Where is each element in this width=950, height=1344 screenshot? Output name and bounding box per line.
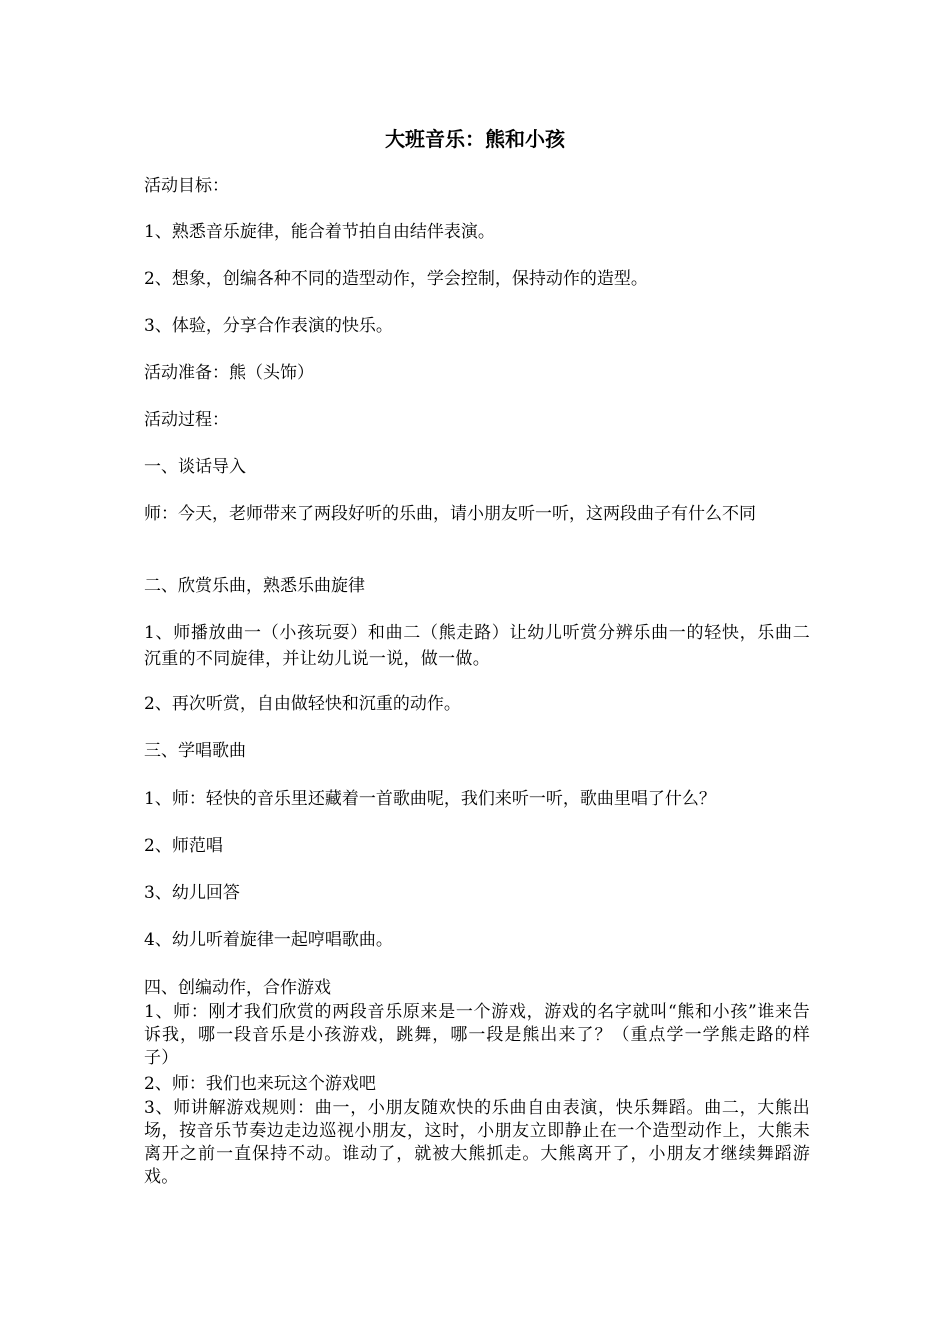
step-4-item-1: 1、师：刚才我们欣赏的两段音乐原来是一个游戏，游戏的名字就叫“熊和小孩”谁来告诉我，哪一段音乐是小孩游戏，跳舞，哪一段是熊出来了？（重点学一学熊走路的样子） [144,1002,810,1068]
goal-item-3: 3、体验，分享合作表演的快乐。 [144,316,393,336]
step-heading-1: 一、谈话导入 [144,457,246,477]
step-4-item-2: 2、师：我们也来玩这个游戏吧 [144,1074,376,1094]
step-4-item-3: 3、师讲解游戏规则：曲一，小朋友随欢快的乐曲自由表演，快乐舞蹈。曲二，大熊出场，按音乐节奏边走边巡视小朋友，这时，小朋友立即静止在一个造型动作上，大熊未离开之前一直保持不动。谁动了，就被大熊抓走。大熊离开了，小朋友才继续舞蹈游戏。 [144,1098,810,1187]
document-title: 大班音乐：熊和小孩 [385,127,565,151]
step-heading-2: 二、欣赏乐曲，熟悉乐曲旋律 [144,576,365,596]
goal-item-2: 2、想象，创编各种不同的造型动作，学会控制，保持动作的造型。 [144,269,648,289]
goal-item-1: 1、熟悉音乐旋律，能合着节拍自由结伴表演。 [144,222,495,242]
step-2-item-1: 1、师播放曲一（小孩玩耍）和曲二（熊走路）让幼儿听赏分辨乐曲一的轻快，乐曲二沉重的不同旋律，并让幼儿说一说，做一做。 [144,623,810,669]
step-3-item-3: 3、幼儿回答 [144,883,240,903]
step-3-item-4: 4、幼儿听着旋律一起哼唱歌曲。 [144,930,393,950]
step-3-item-1: 1、师：轻快的音乐里还藏着一首歌曲呢，我们来听一听，歌曲里唱了什么？ [144,789,716,809]
section-heading-goals: 活动目标： [144,176,229,196]
step-1-paragraph: 师：今天，老师带来了两段好听的乐曲，请小朋友听一听，这两段曲子有什么不同 [144,504,756,524]
step-heading-3: 三、学唱歌曲 [144,741,246,761]
section-heading-process: 活动过程： [144,410,229,430]
step-3-item-2: 2、师范唱 [144,836,223,856]
step-heading-4: 四、创编动作，合作游戏 [144,978,331,998]
section-heading-preparation: 活动准备：熊（头饰） [144,363,314,383]
step-2-item-2: 2、再次听赏，自由做轻快和沉重的动作。 [144,694,461,714]
